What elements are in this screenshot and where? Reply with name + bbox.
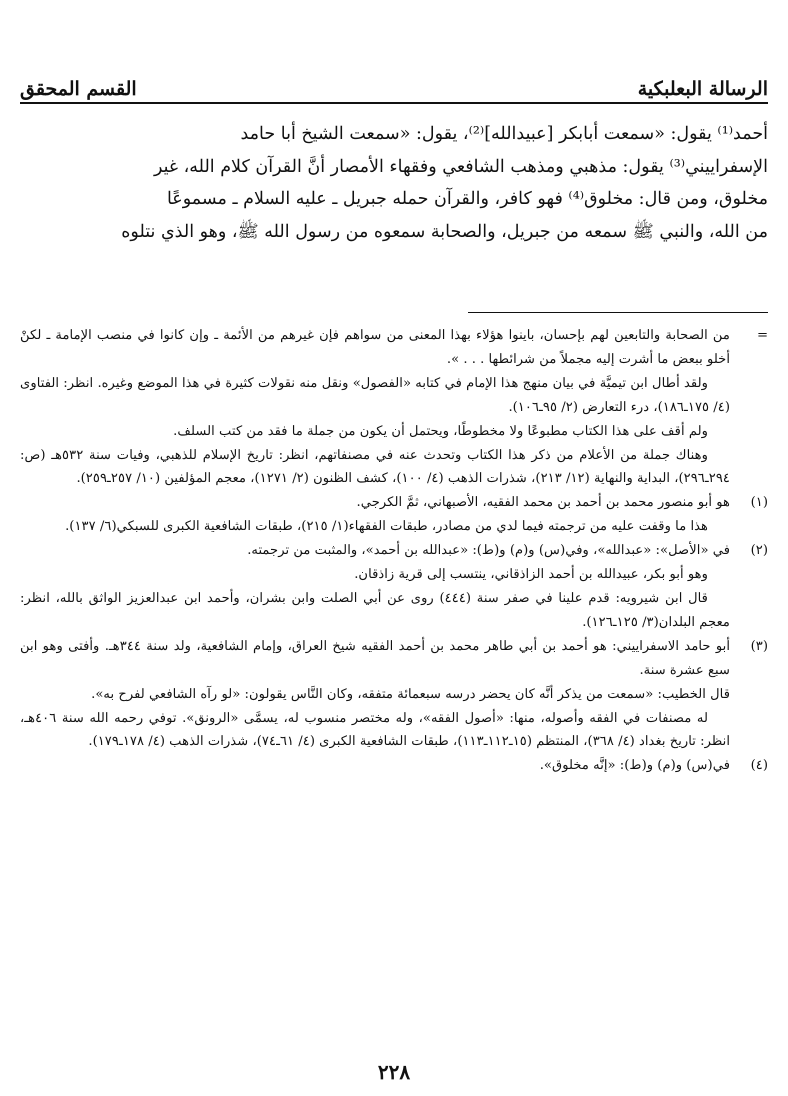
footnote-paragraph: قال ابن شيرويه: قدم علينا في صفر سنة (٤٤٤) روى عن أبي الصلت وابن بشران، وأحمد ابن عبدالعزيز الواثق بالله، انظر: معجم البلدان(٣/ ١٢٥ـ١٢٦).: [20, 590, 730, 630]
footnote: [20, 635, 768, 755]
footnote: [20, 491, 768, 539]
footnote: [20, 324, 768, 491]
footnote-body: [20, 754, 730, 778]
footnote-mark: (١): [750, 495, 768, 511]
footnote-paragraph: هذا ما وقفت عليه من ترجمته فيما لدي من مصادر، طبقات الفقهاء(١/ ٢١٥)، طبقات الشافعية الكبرى للسبكي(٦/ ١٣٧).: [65, 519, 708, 535]
footnote-body: [20, 635, 730, 755]
footnote-mark: (٤): [750, 758, 768, 774]
footnote-paragraph: هو أبو منصور محمد بن أحمد بن محمد الفقيه، الأصبهاني، ثمَّ الكرجي.: [356, 495, 730, 511]
footnote-paragraph: وهو أبو بكر، عبيدالله بن أحمد الزاذقاني، ينتسب إلى قرية زاذقان.: [354, 567, 708, 583]
footnote-paragraph: ولقد أطال ابن تيميَّة في بيان منهج هذا الإمام في كتابه «الفصول» ونقل منه نقولات كثيرة في هذا الموضع وغيره. انظر: الفتاوى (٤/ ١٧٥ـ١٨٦)، درء التعارض (٢/ ٩٥ـ١٠٦).: [20, 375, 730, 415]
footnote-mark: =: [756, 328, 768, 343]
footnote-paragraph: في(س) و(م) و(ط): «إنَّه مخلوق».: [539, 758, 730, 774]
footnote-paragraph: له مصنفات في الفقه وأصوله، منها: «أصول الفقه»، وله مختصر منسوب له، يسمَّى «الرونق». توفي رحمه الله سنة ٤٠٦هـ، انظر: تاريخ بغداد (٤/ ٣٦٨)، المنتظم (١٥ـ١١٢ـ١١٣)، طبقات الشافعية الكبرى (٤/ ٦١ـ٧٤)، شذرات الذهب (٤/ ١٧٨ـ١٧٩).: [20, 710, 730, 750]
footnote-paragraph: في «الأصل»: «عبدالله»، وفي(س) و(م) و(ط): «عبدالله بن أحمد»، والمثبت من ترجمته.: [247, 543, 730, 559]
footnote: [20, 754, 768, 778]
page-number: ٢٢٨: [377, 1060, 411, 1084]
main-line-1: أحمد⁽¹⁾ يقول: «سمعت أبابكر [عبيدالله]⁽²⁾، يقول: «سمعت الشيخ أبا حامد: [240, 124, 768, 144]
footnote-body: [20, 491, 730, 539]
main-line-3: مخلوق، ومن قال: مخلوق⁽⁴⁾ فهو كافر، والقرآن حمله جبريل ـ عليه السلام ـ مسموعًا: [166, 189, 768, 209]
footnotes: [20, 324, 768, 778]
footnote: [20, 539, 768, 635]
footnote-mark: (٣): [750, 638, 768, 654]
header-title-right: الرسالة البعلبكية: [637, 78, 768, 100]
footnote-body: [20, 324, 730, 491]
footnote-body: [20, 539, 730, 635]
footnote-paragraph: وهناك جملة من الأعلام من ذكر هذا الكتاب وتحدث عنه في مصنفاتهم، انظر: تاريخ الإسلام للذهبي، وفيات سنة ٥٣٢هـ (ص: ٢٩٤ـ٢٩٦)، البداية والنهاية (١٢/ ٢١٣)، شذرات الذهب (٤/ ١٠٠)، كشف الظنون (٢/ ١٢٧١)، معجم المؤلفين (١٠/ ٢٥٧ـ٢٥٩).: [20, 447, 730, 487]
main-line-4: من الله، والنبي ﷺ سمعه من جبريل، والصحابة سمعوه من رسول الله ﷺ، وهو الذي نتلوه: [121, 221, 768, 242]
footnote-paragraph: من الصحابة والتابعين لهم بإحسان، باينوا هؤلاء بهذا المعنى من سواهم فإن غيرهم من الأئمة ـ وإن كانوا في منصب الإمامة ـ لكنْ أخلو ببعض ما أشرت إليه مجملاً من شرائطها . . . ».: [20, 328, 730, 367]
footnote-paragraph: قال الخطيب: «سمعت من يذكر أنَّه كان يحضر درسه سبعمائة متفقه، وكان النَّاس يقولون: «لو رآه الشافعي لفرح به».: [91, 686, 730, 702]
footnote-mark: (٢): [750, 543, 768, 559]
running-header: [20, 70, 768, 104]
footnote-paragraph: أبو حامد الاسفراييني: هو أحمد بن أبي طاهر محمد بن أحمد الفقيه شيخ العراق، وإمام الشافعية، ولد سنة ٣٤٤هـ. وأفتى وهو ابن سبع عشرة سنة.: [20, 638, 731, 678]
header-title-left: القسم المحقق: [20, 78, 137, 100]
footnote-paragraph: ولم أقف على هذا الكتاب مطبوعًا ولا مخطوطًا، ويحتمل أن يكون من جملة ما فقد من كتب السلف.: [173, 423, 708, 439]
footnote-separator: [468, 312, 768, 313]
main-text: [20, 118, 768, 248]
main-line-2: الإسفراييني⁽³⁾ يقول: مذهبي ومذهب الشافعي وفقهاء الأمصار أنَّ القرآن كلام الله، غير: [153, 156, 768, 177]
